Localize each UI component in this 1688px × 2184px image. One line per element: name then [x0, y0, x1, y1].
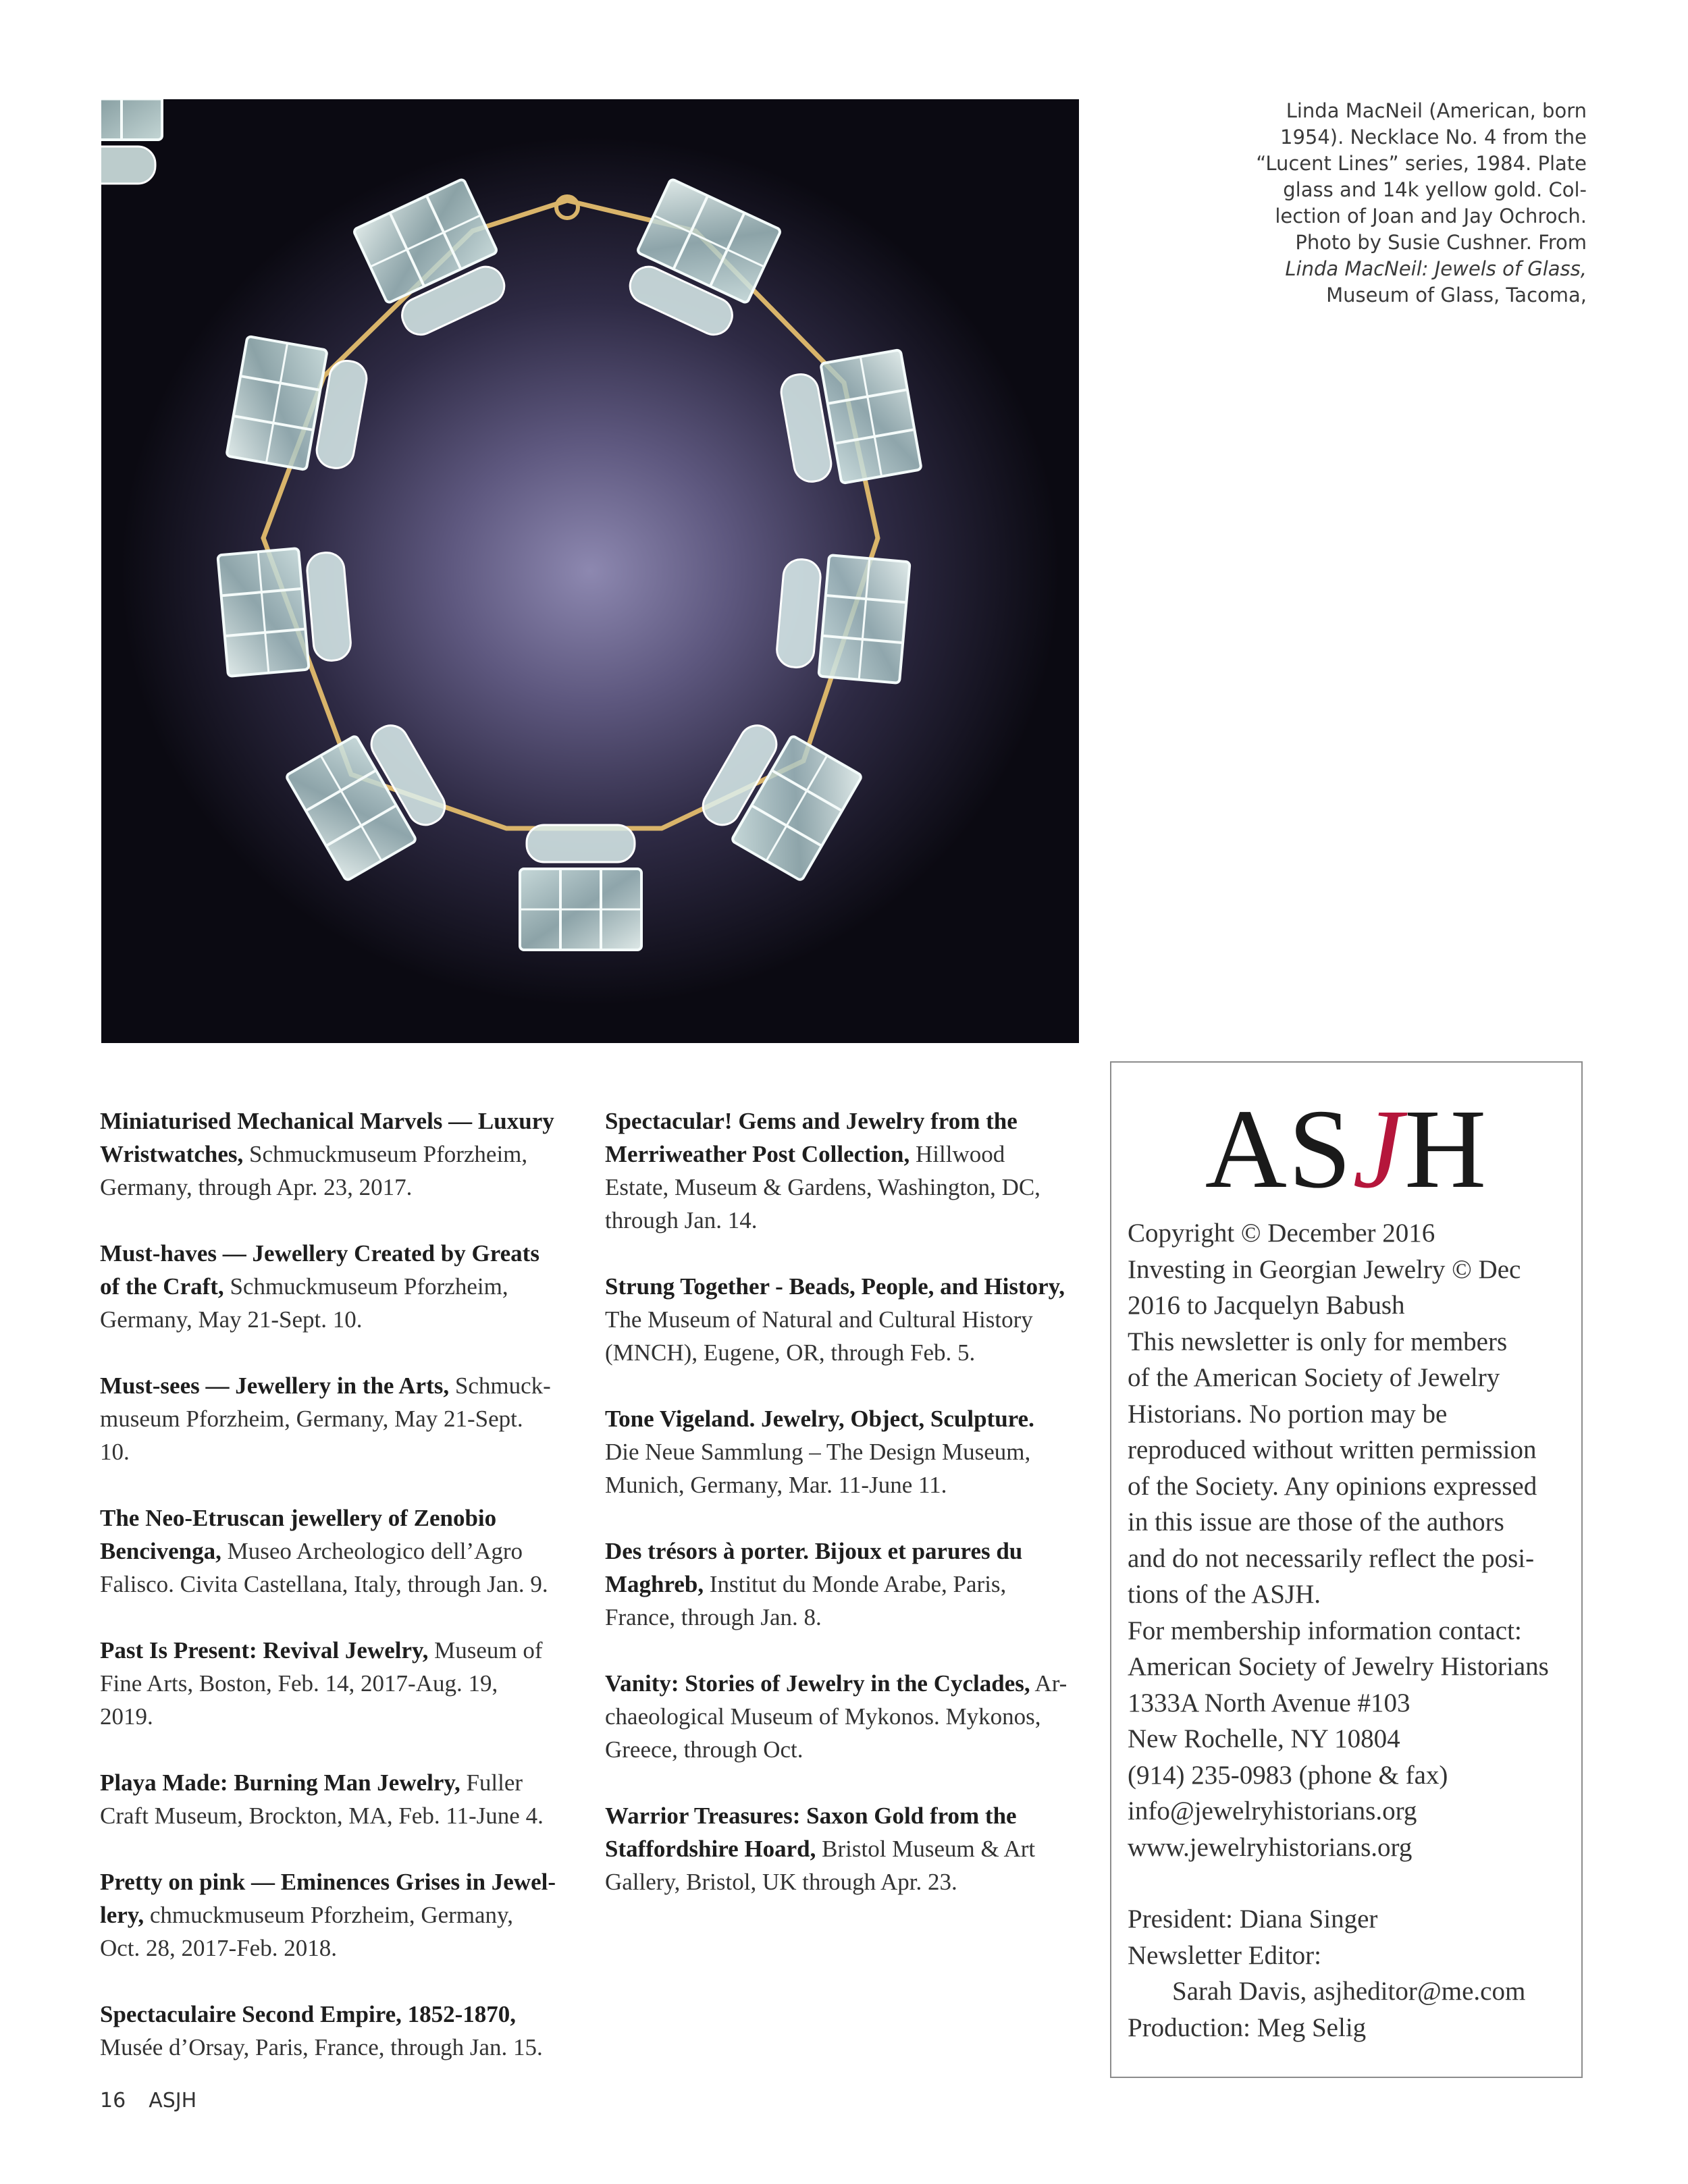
caption-line: 1954). Necklace No. 4 from the: [1280, 126, 1587, 149]
info-line: New Rochelle, NY 10804: [1128, 1724, 1400, 1753]
exhibition-title: of the Craft,: [100, 1273, 224, 1300]
exhibition-venue: Institut du Monde Arabe, Paris,: [704, 1571, 1007, 1597]
info-line: of the American Society of Jewelry: [1128, 1363, 1500, 1392]
info-text: [1128, 1215, 1573, 2046]
exhibition-venue: Musée d’Orsay, Paris, France, through Jan. 15.: [100, 2034, 543, 2060]
exhibition-title: Warrior Treasures: Saxon Gold from the: [605, 1803, 1017, 1829]
exhibition-title: Pretty on pink — Eminences Grises in Jewel-: [100, 1869, 556, 1895]
exhibition-venue: Fine Arts, Boston, Feb. 14, 2017-Aug. 19,: [100, 1670, 498, 1697]
website-link[interactable]: www.jewelryhistorians.org: [1128, 1832, 1413, 1862]
photo-caption: [1229, 98, 1587, 309]
exhibition-venue: Museo Archeologico dell’Agro: [221, 1538, 523, 1564]
exhibition-title: Past Is Present: Revival Jewelry,: [100, 1637, 429, 1663]
caption-line: glass and 14k yellow gold. Col-: [1283, 178, 1587, 201]
exhibition-venue: Germany, through Apr. 23, 2017.: [100, 1174, 413, 1200]
exhibition-title: Must-sees — Jewellery in the Arts,: [100, 1373, 450, 1399]
exhibition-venue: (MNCH), Eugene, OR, through Feb. 5.: [605, 1339, 976, 1366]
info-line: (914) 235-0983 (phone & fax): [1128, 1760, 1448, 1790]
exhibition-venue: Munich, Germany, Mar. 11-June 11.: [605, 1472, 947, 1498]
info-line: This newsletter is only for members: [1128, 1327, 1508, 1356]
exhibition-venue: through Jan. 14.: [605, 1207, 758, 1233]
exhibition-title: lery,: [100, 1902, 144, 1928]
exhibition-list-left: [100, 1104, 586, 2097]
exhibition-title: The Neo-Etruscan jewellery of Zenobio: [100, 1505, 497, 1531]
info-line: Copyright © December 2016: [1128, 1219, 1435, 1248]
info-line: 2016 to Jacquelyn Babush: [1128, 1291, 1405, 1320]
exhibition-venue: Museum of: [428, 1637, 543, 1663]
info-line: For membership information contact:: [1128, 1616, 1522, 1645]
info-line: Historians. No portion may be: [1128, 1399, 1448, 1429]
exhibition-entry: [100, 1998, 586, 2064]
exhibition-title: Must-haves — Jewellery Created by Greats: [100, 1240, 539, 1267]
caption-line: lection of Joan and Jay Ochroch.: [1275, 205, 1587, 228]
exhibition-venue: 10.: [100, 1439, 130, 1465]
exhibition-venue: Greece, through Oct.: [605, 1736, 803, 1763]
exhibition-entry: [100, 1501, 586, 1601]
caption-line: Linda MacNeil (American, born: [1286, 99, 1587, 122]
exhibition-entry: [605, 1104, 1091, 1237]
caption-book-title: Linda MacNeil: Jewels of Glass,: [1285, 257, 1587, 280]
exhibition-venue: chaeological Museum of Mykonos. Mykonos,: [605, 1703, 1041, 1730]
exhibition-entry: [605, 1270, 1091, 1369]
exhibition-venue: Falisco. Civita Castellana, Italy, through Jan. 9.: [100, 1571, 548, 1597]
exhibition-venue: Schmuckmuseum Pforzheim,: [243, 1141, 528, 1167]
exhibition-title: Miniaturised Mechanical Marvels — Luxury: [100, 1108, 554, 1134]
exhibition-title: Playa Made: Burning Man Jewelry,: [100, 1769, 460, 1796]
glass-element: [101, 99, 162, 184]
exhibition-venue: Bristol Museum & Art: [816, 1836, 1036, 1862]
exhibition-venue: Germany, May 21-Sept. 10.: [100, 1306, 363, 1333]
exhibition-venue: Ar-: [1030, 1670, 1067, 1697]
caption-line: Museum of Glass, Tacoma,: [1326, 284, 1587, 307]
exhibition-venue: Schmuckmuseum Pforzheim,: [223, 1273, 508, 1300]
editor-label: Newsletter Editor:: [1128, 1940, 1321, 1970]
info-line: Investing in Georgian Jewelry © Dec: [1128, 1254, 1521, 1284]
info-line: reproduced without written permission: [1128, 1435, 1537, 1464]
exhibition-entry: [100, 1237, 586, 1336]
exhibition-title: Spectaculaire Second Empire, 1852-1870,: [100, 2001, 517, 2027]
info-line: tions of the ASJH.: [1128, 1580, 1321, 1609]
exhibition-entry: [605, 1667, 1091, 1766]
info-line: and do not necessarily reflect the posi-: [1128, 1543, 1535, 1573]
exhibition-venue: Estate, Museum & Gardens, Washington, DC,: [605, 1174, 1040, 1200]
exhibition-venue: Schmuck-: [449, 1373, 551, 1399]
exhibition-entry: [100, 1865, 586, 1965]
exhibition-title: Spectacular! Gems and Jewelry from the: [605, 1108, 1018, 1134]
exhibition-title: Vanity: Stories of Jewelry in the Cyclades,: [605, 1670, 1030, 1697]
exhibition-title: Wristwatches,: [100, 1141, 244, 1167]
exhibition-list-middle: [605, 1104, 1091, 1932]
exhibition-title: Staffordshire Hoard,: [605, 1836, 816, 1862]
info-line: American Society of Jewelry Historians: [1128, 1652, 1549, 1681]
exhibition-entry: [100, 1766, 586, 1832]
asjh-logo: ASJH: [1205, 1086, 1488, 1212]
info-line: in this issue are those of the authors: [1128, 1508, 1504, 1537]
exhibition-venue: 2019.: [100, 1703, 153, 1730]
info-line: 1333A North Avenue #103: [1128, 1688, 1410, 1717]
exhibition-title: Bencivenga,: [100, 1538, 221, 1564]
exhibition-venue: Gallery, Bristol, UK through Apr. 23.: [605, 1869, 957, 1895]
exhibition-venue: chmuckmuseum Pforzheim, Germany,: [144, 1902, 514, 1928]
exhibition-venue: Craft Museum, Brockton, MA, Feb. 11-June 4.: [100, 1803, 544, 1829]
editor: Sarah Davis, asjheditor@me.com: [1172, 1977, 1526, 2006]
exhibition-title: Des trésors à porter. Bijoux et parures du: [605, 1538, 1023, 1564]
president: President: Diana Singer: [1128, 1905, 1378, 1934]
caption-line: “Lucent Lines” series, 1984. Plate: [1256, 152, 1587, 175]
publication-info-box: [1110, 1061, 1583, 2078]
exhibition-title: Maghreb,: [605, 1571, 704, 1597]
necklace-photo: [101, 99, 1079, 1043]
exhibition-venue: Oct. 28, 2017-Feb. 2018.: [100, 1935, 337, 1961]
exhibition-entry: [605, 1402, 1091, 1501]
exhibition-entry: [100, 1104, 586, 1204]
exhibition-venue: France, through Jan. 8.: [605, 1604, 822, 1630]
production: Production: Meg Selig: [1128, 2013, 1367, 2042]
exhibition-entry: [100, 1634, 586, 1733]
exhibition-entry: [605, 1799, 1091, 1898]
exhibition-entry: [605, 1535, 1091, 1634]
necklace-illustration: [101, 99, 1079, 1043]
exhibition-venue: Fuller: [460, 1769, 523, 1796]
gold-chain: [263, 201, 878, 828]
exhibition-title: Merriweather Post Collection,: [605, 1141, 910, 1167]
exhibition-title: Strung Together - Beads, People, and History,: [605, 1273, 1065, 1300]
page-footer: [100, 2089, 219, 2112]
publication-name: ASJH: [149, 2089, 197, 2112]
exhibition-title: Tone Vigeland. Jewelry, Object, Sculpture.: [605, 1406, 1034, 1432]
exhibition-venue: Hillwood: [909, 1141, 1005, 1167]
exhibition-venue: museum Pforzheim, Germany, May 21-Sept.: [100, 1406, 523, 1432]
exhibition-venue: Die Neue Sammlung – The Design Museum,: [605, 1439, 1031, 1465]
exhibition-entry: [100, 1369, 586, 1468]
info-line: of the Society. Any opinions expressed: [1128, 1471, 1537, 1501]
caption-line: Photo by Susie Cushner. From: [1295, 231, 1587, 254]
email-link[interactable]: info@jewelryhistorians.org: [1128, 1796, 1417, 1826]
exhibition-venue: The Museum of Natural and Cultural History: [605, 1306, 1033, 1333]
page-number: 16: [100, 2089, 126, 2112]
